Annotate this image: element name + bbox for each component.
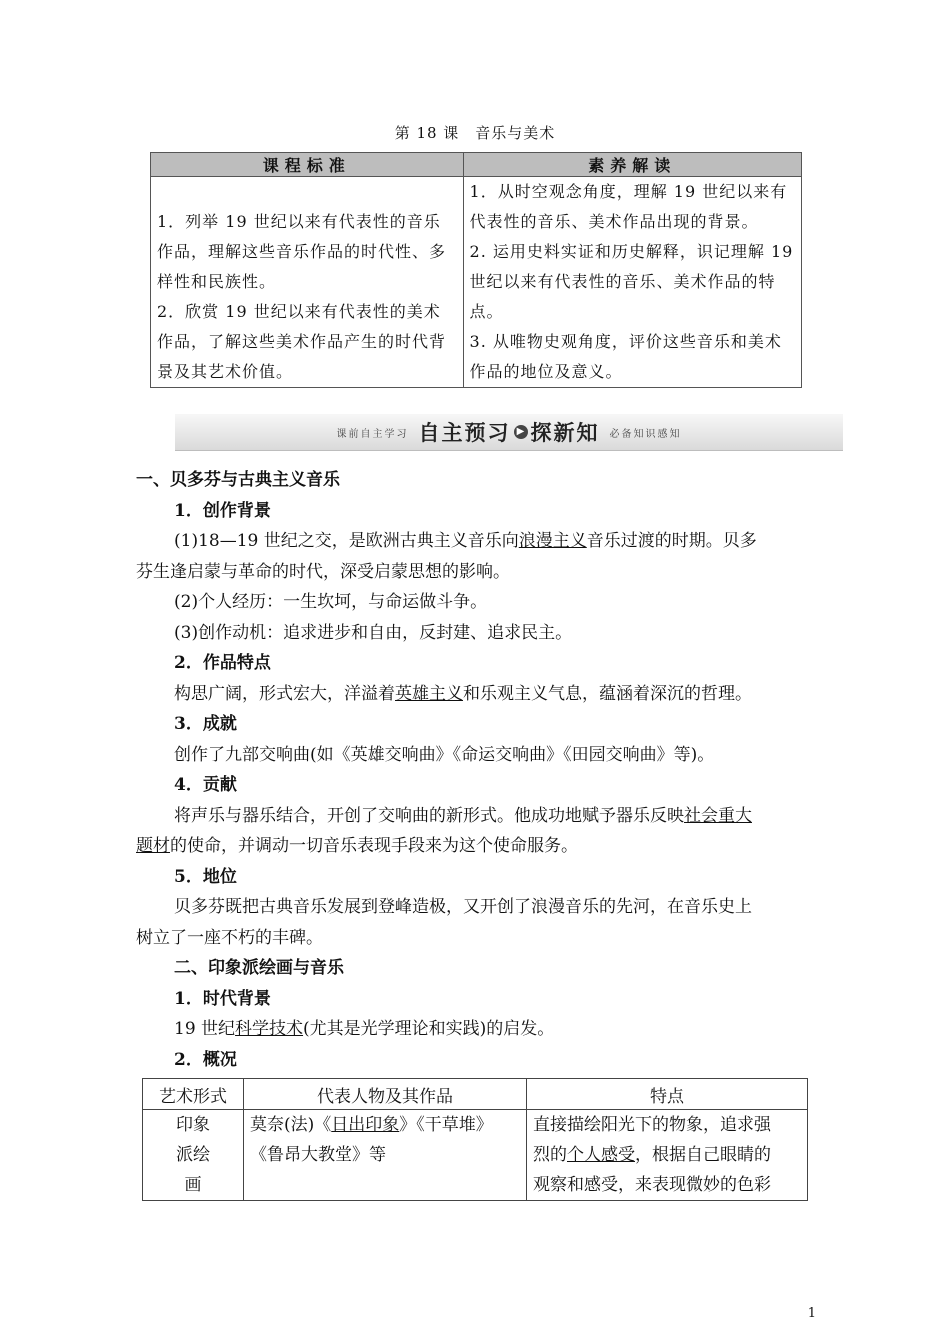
paragraph-cont: 树立了一座不朽的丰碑。	[136, 927, 323, 948]
key-term: 日出印象	[331, 1115, 400, 1135]
main-content	[136, 465, 818, 1075]
paragraph: (2)个人经历：一生坎坷，与命运做斗争。	[174, 592, 488, 612]
subheading: 2．作品特点	[174, 653, 271, 673]
paragraph: 创作了九部交响曲(如《英雄交响曲》《命运交响曲》《田园交响曲》等)。	[174, 744, 715, 765]
key-term: 英雄主义	[395, 683, 463, 704]
paragraph: 19 世纪科学技术(尤其是光学理论和实践)的启发。	[174, 1019, 555, 1039]
paragraph-cont: 芬生逢启蒙与革命的时代，深受启蒙思想的影响。	[136, 561, 510, 582]
features-cell: 直接描绘阳光下的物象，追求强 烈的个人感受，根据自己眼睛的 观察和感受，来表现微妙的色彩	[527, 1110, 808, 1201]
lesson-title: 第 18 课 音乐与美术	[394, 124, 556, 142]
section-banner	[175, 414, 843, 451]
header-representatives: 代表人物及其作品	[244, 1079, 527, 1110]
banner-left-text: 课前自主学习	[336, 428, 409, 440]
subheading: 3．成就	[174, 714, 237, 734]
paragraph-cont: 题材的使命，并调动一切音乐表现手段来为这个使命服务。	[136, 836, 578, 856]
table-row	[143, 1110, 808, 1201]
subheading: 2．概况	[174, 1049, 237, 1070]
header-literacy-interpretation: 素养解读	[463, 153, 801, 177]
overview-table	[142, 1078, 808, 1201]
banner-main-2: 探新知	[530, 421, 600, 445]
key-term: 社会重大	[684, 805, 752, 826]
subheading: 1．时代背景	[174, 988, 271, 1009]
section-heading: 二、印象派绘画与音乐	[174, 958, 344, 978]
header-curriculum-standard: 课程标准	[151, 153, 464, 177]
standard-item: 1．列举 19 世纪以来有代表性的音乐作品，理解这些音乐作品的时代性、多样性和民族性。	[157, 212, 447, 291]
arrow-right-icon: ▶	[514, 425, 528, 439]
curriculum-standards-table	[150, 152, 802, 388]
paragraph: 贝多芬既把古典音乐发展到登峰造极，又开创了浪漫音乐的先河，在音乐史上	[174, 897, 752, 917]
banner-main-1: 自主预习	[418, 421, 511, 445]
interpretation-item: 3. 从唯物史观角度，评价这些音乐和美术作品的地位及意义。	[469, 332, 782, 381]
paragraph: (1)18—19 世纪之交，是欧洲古典主义音乐向浪漫主义音乐过渡的时期。贝多	[174, 531, 757, 551]
interpretation-cell	[463, 177, 801, 388]
banner-right-text: 必备知识感知	[609, 428, 682, 440]
subheading: 5．地位	[174, 866, 237, 887]
section-heading: 一、贝多芬与古典主义音乐	[136, 470, 340, 490]
interpretation-item: 2. 运用史料实证和历史解释，识记理解 19 世纪以来有代表性的音乐、美术作品的特点。	[469, 242, 794, 321]
subheading: 1．创作背景	[174, 500, 271, 521]
art-form-cell: 印象 派绘 画	[143, 1110, 244, 1201]
standards-cell	[151, 177, 464, 388]
page-number: 1	[807, 1306, 816, 1321]
header-art-form: 艺术形式	[143, 1079, 244, 1110]
key-term: 浪漫主义	[518, 531, 587, 551]
paragraph: 构思广阔，形式宏大，洋溢着英雄主义和乐观主义气息，蕴涵着深沉的哲理。	[174, 683, 752, 704]
key-term: 题材	[136, 836, 170, 856]
header-features: 特点	[527, 1079, 808, 1110]
works-cell: 莫奈(法)《日出印象》《干草堆》 《鲁昂大教堂》等	[244, 1110, 527, 1201]
paragraph: (3)创作动机：追求进步和自由，反封建、追求民主。	[174, 622, 573, 643]
subheading: 4．贡献	[174, 775, 237, 795]
standard-item: 2．欣赏 19 世纪以来有代表性的美术作品，了解这些美术作品产生的时代背景及其艺术价值。	[157, 302, 447, 381]
key-term: 个人感受	[567, 1145, 635, 1165]
key-term: 科学技术	[235, 1019, 304, 1039]
paragraph: 将声乐与器乐结合，开创了交响曲的新形式。他成功地赋予器乐反映社会重大	[174, 805, 752, 826]
interpretation-item: 1．从时空观念角度，理解 19 世纪以来有代表性的音乐、美术作品出现的背景。	[469, 182, 788, 231]
